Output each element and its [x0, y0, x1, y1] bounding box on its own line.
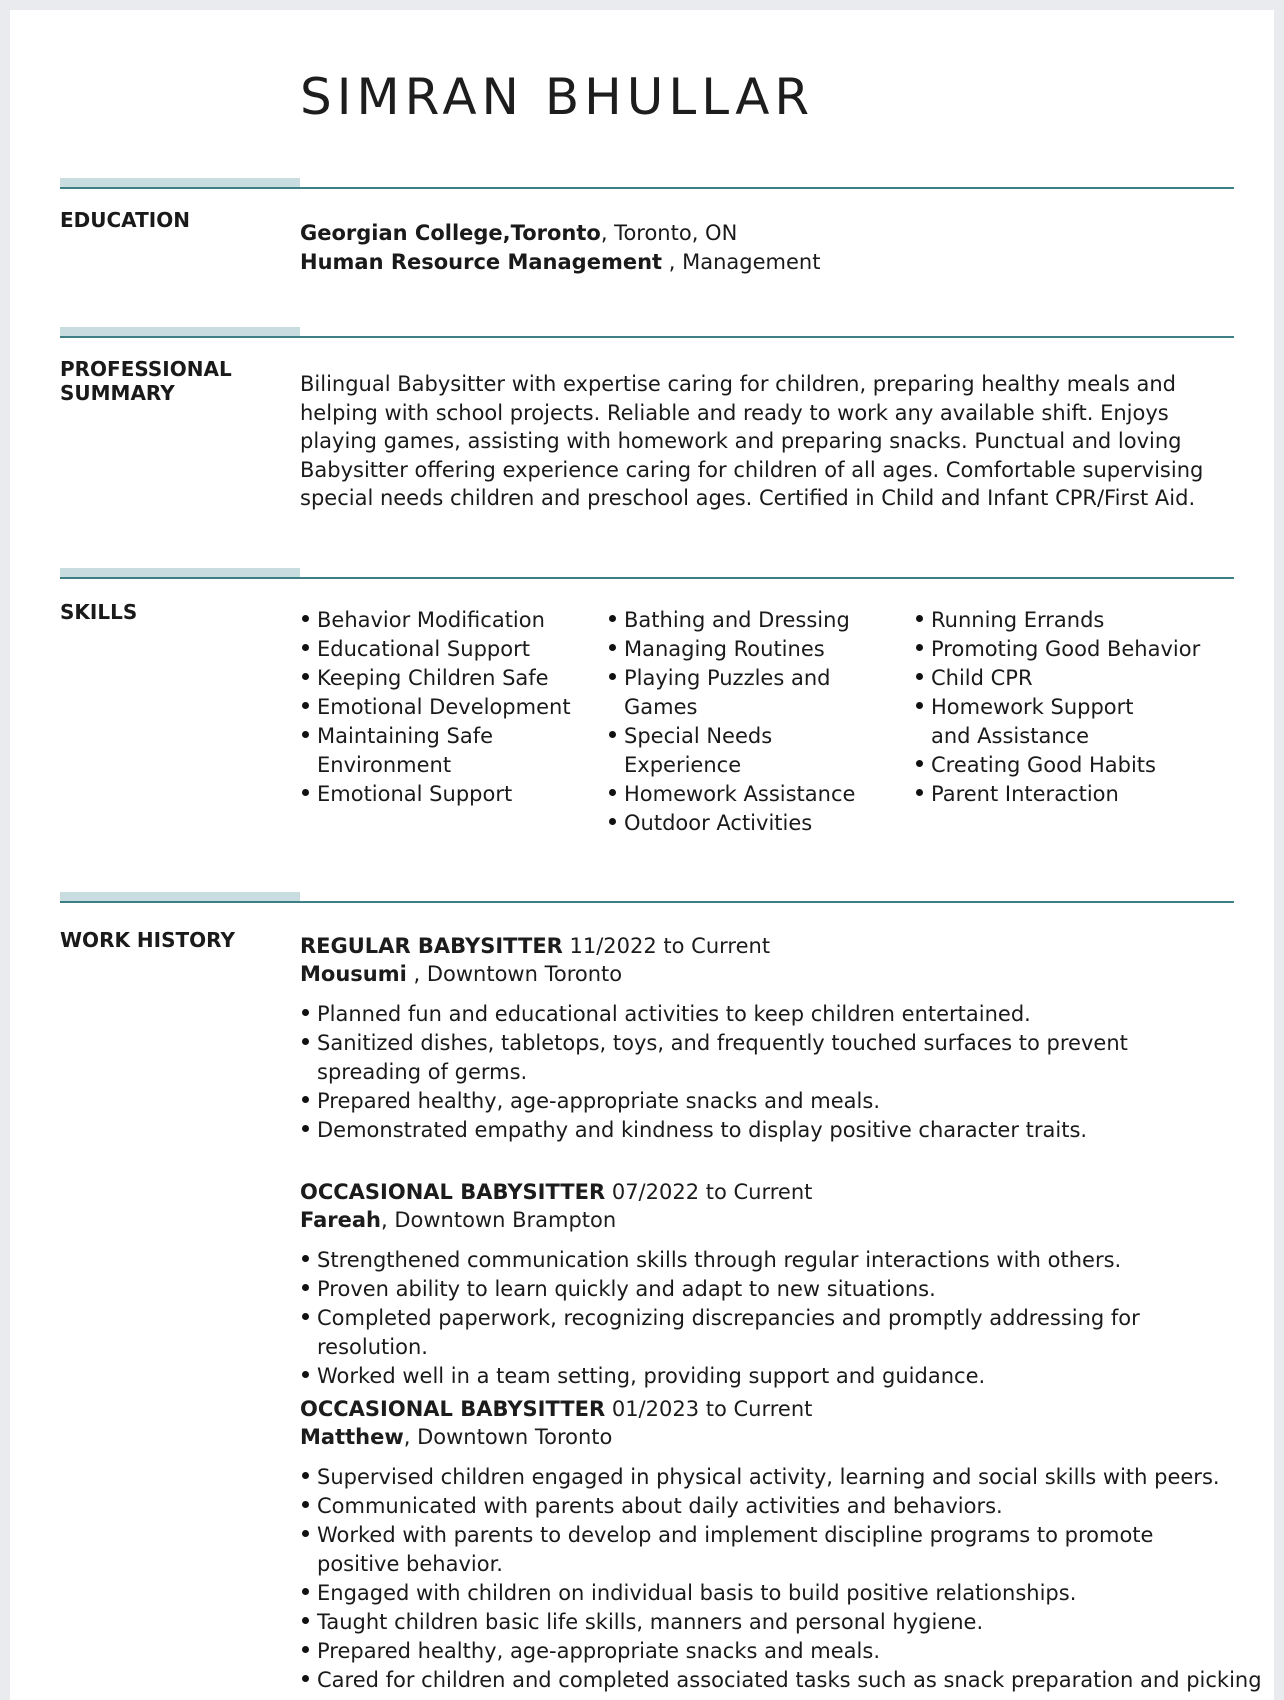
job-duty: Prepared healthy, age-appropriate snacks and meals.	[300, 1637, 1230, 1666]
school-location: , Toronto, ON	[600, 221, 738, 245]
summary-heading: PROFESSIONAL SUMMARY	[60, 357, 232, 405]
job-dates: 11/2022 to Current	[562, 934, 771, 958]
skill-item: Creating Good Habits	[914, 751, 1214, 780]
job-duty: Engaged with children on individual basis to build positive relationships.	[300, 1579, 1230, 1608]
job-duty: Cared for children and completed associated tasks such as snack preparation and picking	[300, 1666, 1230, 1695]
job-title-line	[300, 932, 1230, 960]
skill-item: Keeping Children Safe	[300, 664, 607, 693]
section-divider	[60, 892, 1234, 906]
skill-item: Emotional Support	[300, 780, 607, 809]
skills-list	[300, 606, 607, 809]
job-role: OCCASIONAL BABYSITTER	[300, 1397, 606, 1421]
skill-item: Parent Interaction	[914, 780, 1214, 809]
job-duty: Completed paperwork, recognizing discrepancies and promptly addressing for resolution.	[300, 1304, 1230, 1362]
job-duty: Worked well in a team setting, providing support and guidance.	[300, 1362, 1230, 1391]
skill-item: Child CPR	[914, 664, 1214, 693]
job-employer: Mousumi	[300, 962, 407, 986]
job-employer-line	[300, 960, 1230, 988]
job-title-line	[300, 1395, 1230, 1423]
job-duties-list	[300, 1246, 1230, 1391]
skill-item: Running Errands	[914, 606, 1214, 635]
section-divider	[60, 568, 1234, 582]
skill-item: Managing Routines	[607, 635, 914, 664]
section-divider	[60, 178, 1234, 192]
program-field: , Management	[662, 249, 821, 274]
job-duty: Worked with parents to develop and implement discipline programs to promote positive behavior.	[300, 1521, 1230, 1579]
job-location: , Downtown Toronto	[403, 1425, 613, 1449]
job-duty: Communicated with parents about daily activities and behaviors.	[300, 1492, 1230, 1521]
job-duty: Demonstrated empathy and kindness to display positive character traits.	[300, 1116, 1230, 1145]
education-school-line	[300, 219, 1230, 248]
skills-column	[914, 606, 1214, 838]
job-role: OCCASIONAL BABYSITTER	[300, 1180, 606, 1204]
job-dates: 07/2022 to Current	[605, 1180, 813, 1204]
job-entry	[300, 1395, 1262, 1695]
job-location: , Downtown Toronto	[406, 962, 623, 986]
job-employer-line	[300, 1206, 1230, 1234]
skill-item: Promoting Good Behavior	[914, 635, 1214, 664]
candidate-name: SIMRAN BHULLAR	[300, 68, 815, 126]
skill-item: Bathing and Dressing	[607, 606, 914, 635]
resume-page	[10, 10, 1274, 1700]
job-dates: 01/2023 to Current	[605, 1397, 813, 1421]
skill-item: Playing Puzzles and Games	[607, 664, 837, 722]
skills-list	[607, 606, 914, 838]
skills-heading: SKILLS	[60, 600, 138, 624]
skill-item: Maintaining Safe Environment	[300, 722, 540, 780]
job-location: , Downtown Brampton	[381, 1208, 617, 1232]
skill-item: Outdoor Activities	[607, 809, 914, 838]
job-duty: Planned fun and educational activities to keep children entertained.	[300, 1000, 1230, 1029]
job-duty: Prepared healthy, age-appropriate snacks and meals.	[300, 1087, 1230, 1116]
skills-list	[914, 606, 1214, 809]
education-program-line	[300, 248, 1230, 277]
job-duties-list	[300, 1000, 1230, 1145]
job-employer: Matthew	[300, 1425, 404, 1449]
job-employer-line	[300, 1423, 1230, 1451]
job-employer: Fareah	[300, 1208, 382, 1232]
job-duty: Strengthened communication skills through regular interactions with others.	[300, 1246, 1230, 1275]
job-duties-list	[300, 1463, 1262, 1695]
skill-item: Educational Support	[300, 635, 607, 664]
work-history-heading: WORK HISTORY	[60, 928, 235, 952]
skills-column	[607, 606, 914, 838]
education-heading: EDUCATION	[60, 208, 190, 232]
summary-text: Bilingual Babysitter with expertise caring for children, preparing healthy meals and helping with school projects. Reliable and ready to work any available shift. Enjoys playing games, assisting with homework and preparing snacks. Punctual and loving Babysitter offering experience caring for children of all ages. Comfortable supervising special needs children and preschool ages. Certified in Child and Infant CPR/First Aid.	[300, 372, 1204, 510]
education-content	[300, 219, 1230, 276]
job-entry	[300, 932, 1230, 1145]
job-duty: Sanitized dishes, tabletops, toys, and frequently touched surfaces to prevent spreading of germs.	[300, 1029, 1230, 1087]
skill-item: Homework Support and Assistance	[914, 693, 1174, 751]
job-duty: Proven ability to learn quickly and adapt to new situations.	[300, 1275, 1230, 1304]
school-name: Georgian College,Toronto	[300, 221, 601, 245]
job-duty: Taught children basic life skills, manners and personal hygiene.	[300, 1608, 1230, 1637]
job-entry	[300, 1178, 1230, 1391]
job-title-line	[300, 1178, 1230, 1206]
job-duty: Supervised children engaged in physical activity, learning and social skills with peers.	[300, 1463, 1230, 1492]
skills-grid	[300, 606, 1230, 838]
skill-item: Behavior Modification	[300, 606, 607, 635]
skills-column	[300, 606, 607, 838]
skill-item: Special Needs Experience	[607, 722, 807, 780]
job-role: REGULAR BABYSITTER	[300, 934, 563, 958]
section-divider	[60, 327, 1234, 341]
program-name: Human Resource Management	[300, 249, 663, 274]
skill-item: Emotional Development	[300, 693, 607, 722]
skill-item: Homework Assistance	[607, 780, 914, 809]
